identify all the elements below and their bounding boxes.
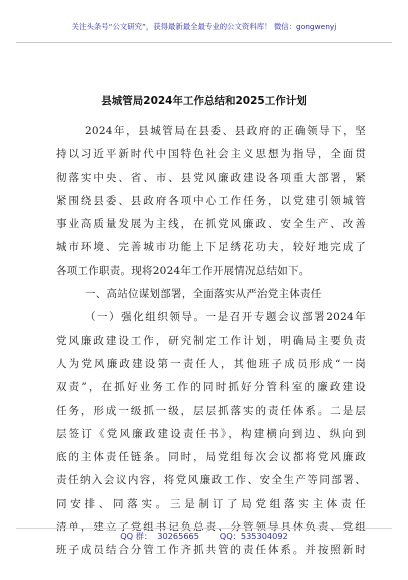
- body-line: 党风廉政建设工作，研究制定工作计划，明确局主要负责: [56, 334, 366, 347]
- header-banner: 关注头条号“公文研究”，获得最新最全最专业的公文资料库！ 微信：gongwenyj: [71, 22, 337, 31]
- body-line: 各项工作职责。现将2024年工作开展情况总结如下。: [56, 264, 310, 277]
- body-line: 责任纳入会议内容，将党风廉政工作、安全生产等同部署、: [56, 474, 366, 487]
- body-line: 双责”，在抓好业务工作的同时抓好分管科室的廉政建设: [56, 381, 366, 394]
- body-line: 事业高质量发展为主线，在抓党风廉政、安全生产、改善: [56, 218, 366, 231]
- footer-divider: [16, 528, 392, 529]
- document-title: 县城管局2024年工作总结和2025工作计划: [101, 95, 307, 107]
- body-line: 同安排、同落实。三是制订了局党组落实主体责任: [56, 497, 366, 510]
- footer-qq-number: QQ：535304092: [219, 531, 288, 541]
- body-line: 2024年，县城管局在县委、县政府的正确领导下，坚: [85, 125, 366, 137]
- body-line: （一）强化组织领导。一是召开专题会议部署2024年: [85, 311, 366, 324]
- body-line: 紧围绕县委、县政府各项中心工作任务，以党建引领城管: [56, 194, 366, 207]
- header-divider: [16, 42, 392, 43]
- section-heading: 一、高站位谋划部署，全面落实从严治党主体责任: [85, 288, 322, 301]
- body-line: 层签订《党风廉政建设责任书》，构建横向到边、纵向到: [56, 427, 366, 440]
- body-line: 持以习近平新时代中国特色社会主义思想为指导，全面贯: [56, 148, 366, 161]
- body-line: 城市环境、完善城市功能上下足绣花功夫，较好地完成了: [56, 241, 366, 254]
- body-line: 任务，形成一级抓一级，层层抓落实的责任体系。二是层: [56, 404, 366, 417]
- body-line: 清单，建立了党组书记负总责、分管领导具体负责、党组: [56, 521, 366, 534]
- body-line: 人为党风廉政建设第一责任人，其他班子成员形成“一岗: [56, 357, 366, 370]
- footer-contact: [0, 531, 408, 542]
- document-body: [56, 120, 366, 563]
- footer-qq-group: QQ 群： 30265665: [120, 531, 199, 541]
- body-line: 彻落实中央、省、市、县党风廉政建设各项重大部署，紧: [56, 171, 366, 184]
- body-line: 底的主体责任链条。同时，局党组每次会议都将党风廉政: [56, 451, 366, 464]
- body-line: 班子成员结合分管工作齐抓共管的责任体系。并按照新时: [56, 544, 366, 557]
